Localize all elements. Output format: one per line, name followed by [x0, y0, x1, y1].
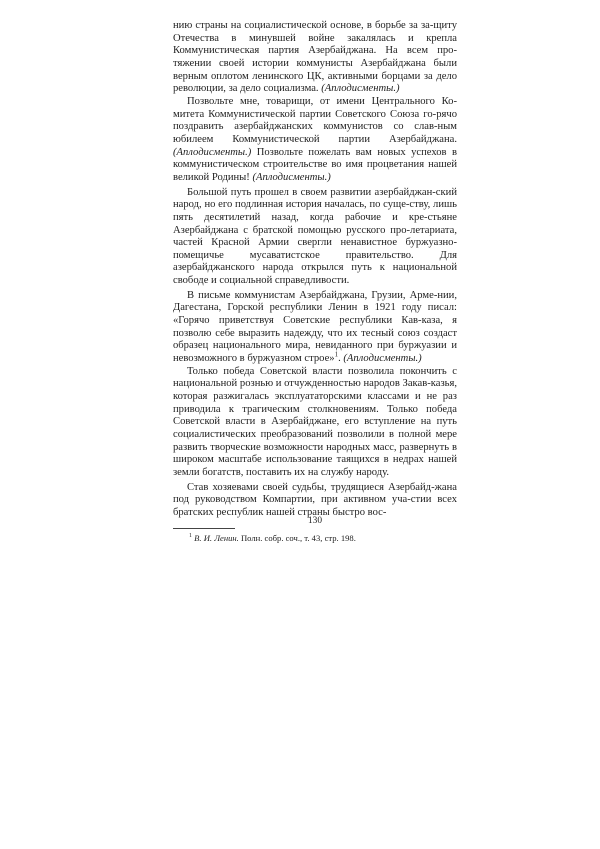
paragraph-2-text-continued: Позвольте пожелать вам новых успехов в коммунистическом строительстве во имя процветания нашей великой Родины! — [173, 146, 457, 183]
paragraph-5 — [173, 366, 457, 480]
footnote-divider — [173, 528, 235, 529]
paragraph-4-text: В письме коммунистам Азербайджана, Грузии, Арме-нии, Дагестана, Горской республики Ленин в 1921 году писал: «Горячо приветствуя Советские республики Кав-каза, я позволю себе выразить надежду, что их тесный союз создаст образец национального мира, невиданного при буржуазии и невозможного в буржуазном строе» — [173, 289, 457, 365]
footnote-author: В. И. Ленин. — [194, 532, 239, 543]
paragraph-5-text: Только победа Советской власти позволила покончить с национальной рознью и отчужденностью народов Закав-казья, которая разжигалась эксплуататорскими классами и не раз приводила к трагическим столкновениям. Только победа Советской власти в Азербайджане, его вступление на путь социалистических преобразований позволили в полной мере развить творческие возможности народных масс, развернуть в широком масштабе использование таящихся в недрах нашей земли богатств, поставить их на службу народу. — [173, 365, 457, 478]
paragraph-4 — [173, 290, 457, 366]
paragraph-3-text: Большой путь прошел в своем развитии азербайджан-ский народ, но его подлинная история началась, по суще-ству, лишь пять десятилетий назад, когда рабочие и кре-стьяне Азербайджана с братской помощью русского про-летариата, частей Красной Армии свергли ненавистное буржуазно-помещичье мусаватистское правительство. Для азербайджанского народа открылся путь к национальной свободе и социальной справедливости. — [173, 186, 457, 287]
paragraph-1 — [173, 20, 457, 96]
sentence-end: . — [338, 353, 341, 365]
applause-note: (Аплодисменты.) — [321, 83, 400, 95]
paragraph-2 — [173, 96, 457, 185]
paragraph-2-text: Позвольте мне, товарищи, от имени Центрального Ко-митета Коммунистической партии Советского Союза го-рячо поздравить азербайджанских коммунистов со слав-ным юбилеем Коммунистической партии Азербайджана. — [173, 95, 457, 145]
footnote — [173, 533, 457, 544]
book-page — [173, 20, 457, 544]
applause-note: (Аплодисменты.) — [343, 353, 422, 365]
page-number: 130 — [307, 516, 323, 526]
footnote-reference: 1 — [334, 350, 339, 359]
paragraph-6-text: Став хозяевами своей судьбы, трудящиеся Азербайд-жана под руководством Компартии, при активном уча-стии всех братских республик нашей страны быстро вос- — [173, 481, 457, 518]
footnote-mark: 1 — [189, 532, 192, 539]
applause-note: (Аплодисменты.) — [252, 171, 331, 183]
paragraph-3 — [173, 187, 457, 288]
applause-note: (Аплодисменты.) — [173, 146, 252, 158]
footnote-source: Полн. собр. соч., т. 43, стр. 198. — [240, 532, 356, 543]
paragraph-1-text: нию страны на социалистической основе, в борьбе за за-щиту Отечества в минувшей войне закалялась и крепла Коммунистическая партия Азербайджана. На всем про-тяжении своей истории коммунисты Азербайджана были верным оплотом ленинского ЦК, активными борцами за дело революции, за дело социализма. — [173, 20, 457, 95]
paragraph-6 — [173, 482, 457, 520]
